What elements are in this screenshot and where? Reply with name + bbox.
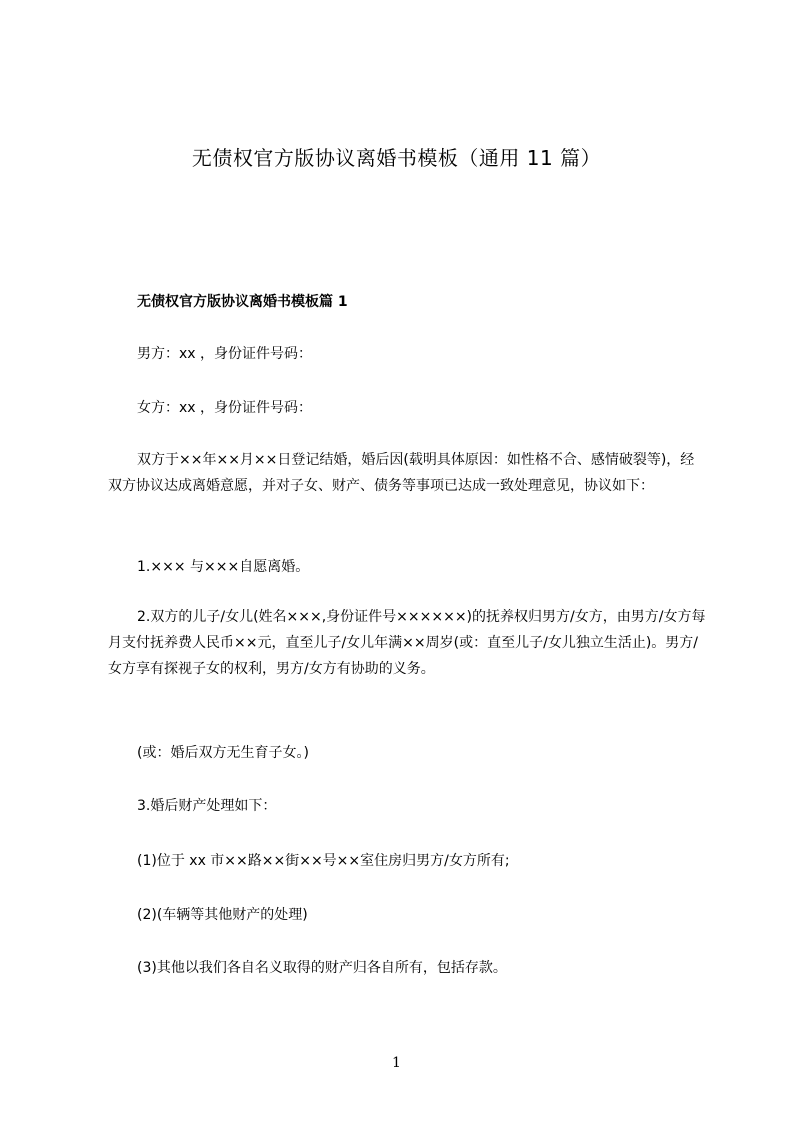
paragraph-clause-3-item-3: (3)其他以我们各自名义取得的财产归各自所有，包括存款。 (137, 960, 507, 976)
paragraph-clause-2-alt: (或：婚后双方无生育子女。) (137, 745, 309, 761)
document-title: 无债权官方版协议离婚书模板（通用 11 篇） (191, 146, 602, 170)
paragraph-clause-3-item-2: (2)(车辆等其他财产的处理) (137, 907, 308, 923)
paragraph-clause-3-item-1: (1)位于 xx 市××路××街××号××室住房归男方/女方所有; (137, 853, 510, 869)
paragraph-clause-2: 2.双方的儿子/女儿(姓名×××,身份证件号××××××)的抚养权归男方/女方，由男方/女方每月支付抚养费人民币××元，直至儿子/女儿年满××周岁(或：直至儿子/女儿独立生活止)。男方/女方享有探视子女的权利，男方/女方有协助的义务。 (108, 609, 706, 677)
page-number: 1 (392, 1055, 401, 1071)
paragraph-male-party: 男方：xx ，身份证件号码： (137, 346, 313, 362)
paragraph-agreement-intro: 双方于××年××月××日登记结婚，婚后因(载明具体原因：如性格不合、感情破裂等)，经双方协议达成离婚意愿，并对子女、财产、债务等事项已达成一致处理意见，协议如下： (108, 452, 695, 494)
section-heading: 无债权官方版协议离婚书模板篇 1 (137, 294, 348, 310)
paragraph-clause-1: 1.××× 与×××自愿离婚。 (137, 559, 310, 575)
paragraph-clause-3: 3.婚后财产处理如下： (137, 798, 277, 814)
paragraph-female-party: 女方：xx ，身份证件号码： (137, 400, 313, 416)
